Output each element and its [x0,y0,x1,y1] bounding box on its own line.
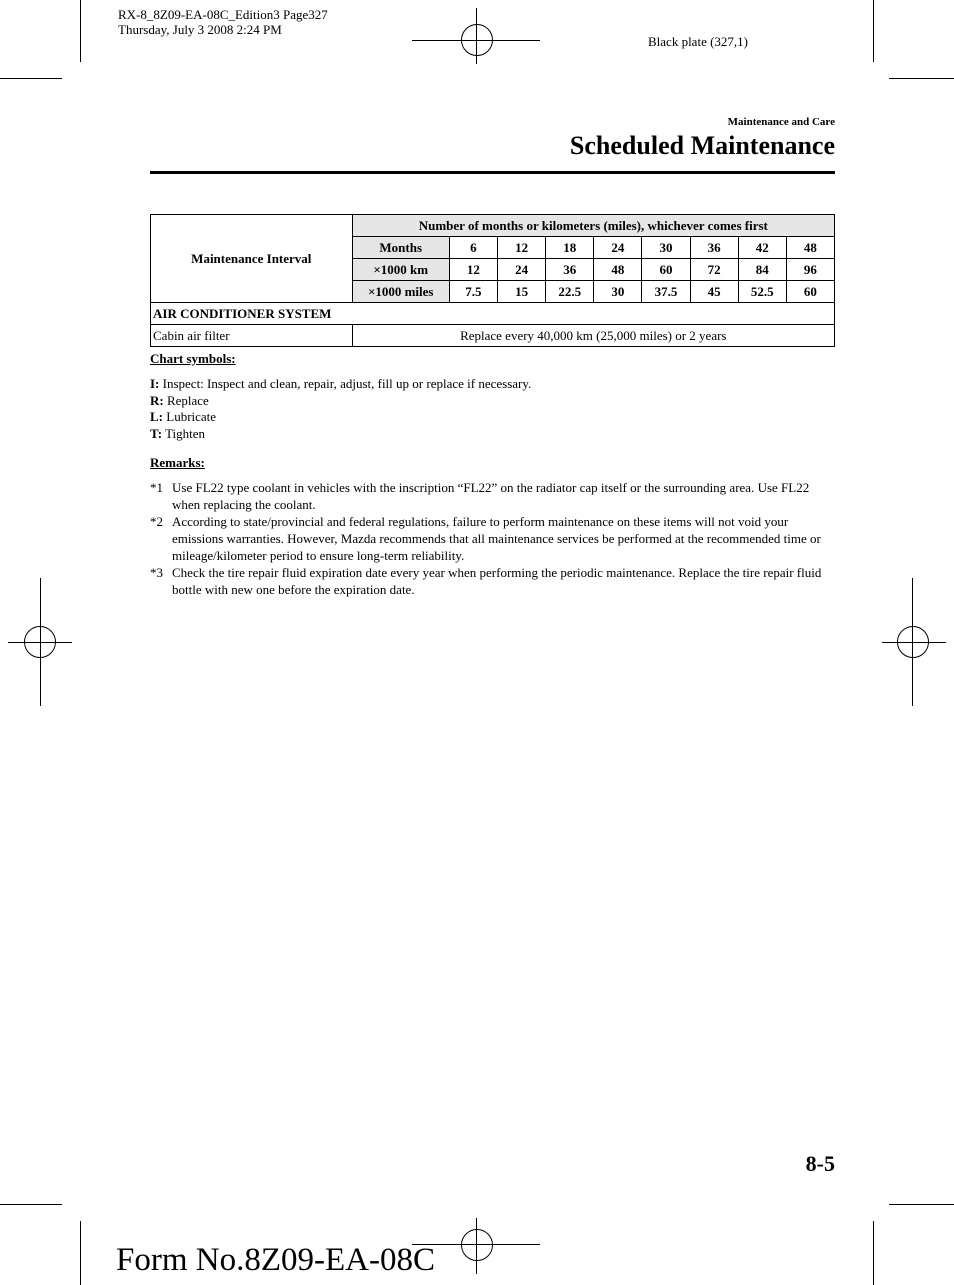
item-name-cell: Cabin air filter [151,325,353,347]
row-label-cell: ×1000 miles [352,281,449,303]
remark-number: *2 [150,514,163,529]
value-cell: 7.5 [449,281,497,303]
table-row [151,325,835,347]
page-number: 8-5 [805,1151,835,1176]
list-item [150,564,835,598]
symbol-text: Replace [166,392,209,408]
value-cell: 48 [786,237,834,259]
value-cell: 18 [546,237,594,259]
symbol-key: T: [150,426,163,442]
remark-number: *1 [150,480,163,495]
value-cell: 24 [594,237,642,259]
section-label: Maintenance and Care [727,116,835,128]
symbol-key: L: [150,409,163,425]
value-cell: 12 [449,259,497,281]
system-header-cell: AIR CONDITIONER SYSTEM [151,303,835,325]
value-cell: 42 [738,237,786,259]
value-cell: 45 [690,281,738,303]
list-item [150,376,531,393]
remarks-heading: Remarks: [150,455,205,470]
page-title: Scheduled Maintenance [569,131,835,160]
print-slug [118,7,328,37]
value-cell: 52.5 [738,281,786,303]
symbol-text: Tighten [165,426,206,442]
value-cell: 72 [690,259,738,281]
table-row [151,303,835,325]
chart-symbols-list [150,376,531,443]
chart-symbols-heading: Chart symbols: [150,351,236,366]
item-instruction-cell: Replace every 40,000 km (25,000 miles) or 2 years [352,325,834,347]
title-rule [150,171,835,174]
value-cell: 30 [594,281,642,303]
value-cell: 84 [738,259,786,281]
value-cell: 6 [449,237,497,259]
value-cell: 37.5 [642,281,690,303]
list-item [150,409,531,426]
symbol-key: I: [150,376,160,391]
list-item [150,479,835,513]
form-number: Form No.8Z09-EA-08C [116,1242,435,1278]
symbol-text: Lubricate [166,409,217,425]
value-cell: 36 [690,237,738,259]
value-cell: 60 [786,281,834,303]
value-cell: 36 [546,259,594,281]
remarks-list [150,479,835,598]
value-cell: 24 [498,259,546,281]
list-item [150,513,835,564]
value-cell: 48 [594,259,642,281]
interval-header-cell: Maintenance Interval [151,215,353,303]
list-item [150,393,531,410]
maintenance-table [150,214,835,347]
remark-text: Use FL22 type coolant in vehicles with the inscription “FL22” on the radiator cap itself or the surrounding area. Use FL22 when replacing the coolant. [172,480,810,512]
table-row [151,215,835,237]
value-cell: 60 [642,259,690,281]
list-item [150,426,531,443]
row-label-cell: Months [352,237,449,259]
span-header-cell: Number of months or kilometers (miles), whichever comes first [352,215,834,237]
plate-label: Black plate (327,1) [648,34,748,49]
symbol-key: R: [150,392,164,408]
remark-text: According to state/provincial and federal regulations, failure to perform maintenance on these items will not void your emissions warranties. However, Mazda recommends that all maintenance services be performed at the recommended time or mileage/kilometer period to ensure long-term reliability. [172,514,821,563]
slug-line-2: Thursday, July 3 2008 2:24 PM [118,22,282,37]
slug-line-1: RX-8_8Z09-EA-08C_Edition3 Page327 [118,7,328,22]
value-cell: 30 [642,237,690,259]
value-cell: 15 [498,281,546,303]
value-cell: 22.5 [546,281,594,303]
value-cell: 12 [498,237,546,259]
remark-number: *3 [150,565,163,580]
symbol-text: Inspect: Inspect and clean, repair, adjust, fill up or replace if necessary. [162,376,532,391]
value-cell: 96 [786,259,834,281]
remark-text: Check the tire repair fluid expiration date every year when performing the periodic maintenance. Replace the tire repair fluid bottle with new one before the expiration date. [172,565,822,597]
row-label-cell: ×1000 km [352,259,449,281]
